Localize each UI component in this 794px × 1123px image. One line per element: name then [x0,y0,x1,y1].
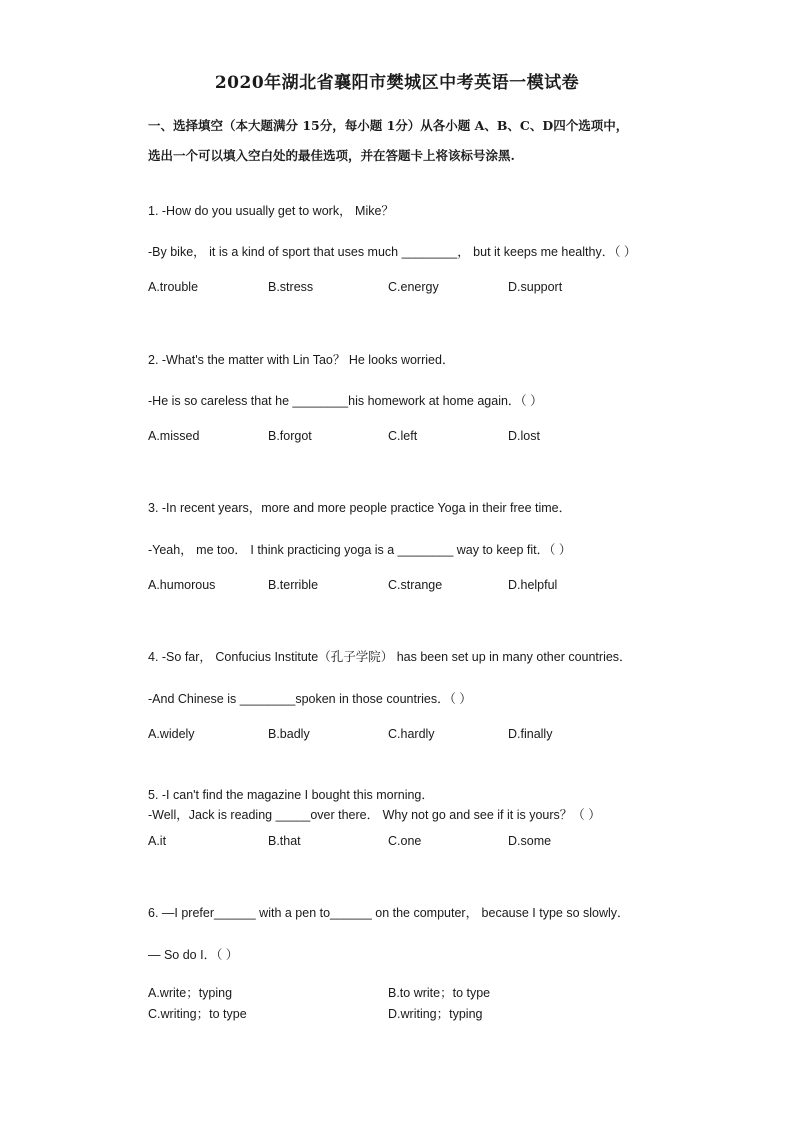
section-instruction-line-1: 一、选择填空（本大题满分 15分，每小题 1分）从各小题 A、B、C、D四个选项中， [148,118,629,133]
question-4-option-c: C.hardly [388,727,435,741]
question-5-option-a: A.it [148,834,167,848]
question-6-option-b: B.to write；to type [388,986,491,1000]
question-6-prompt: 6. —I prefer______ with a pen to______ on the computer， because I type so slowly． [148,906,630,920]
question-1-prompt: 1. -How do you usually get to work， Mike？ [148,204,394,218]
question-3-option-a: A.humorous [148,578,216,592]
question-3-option-b: B.terrible [268,578,319,592]
question-3-response: -Yeah， me too． I think practicing yoga is a ________ way to keep fit．（ ） [148,543,572,557]
question-1-option-c: C.energy [388,280,439,294]
question-6-option-c: C.writing；to type [148,1007,247,1021]
question-5-response: -Well，Jack is reading _____over there． Why not go and see if it is yours？（ ） [148,808,601,822]
question-5-option-d: D.some [508,834,552,848]
question-5-prompt: 5. -I can't find the magazine I bought this morning． [148,788,434,802]
question-1-response: -By bike， it is a kind of sport that uses much ________， but it keeps me healthy．（ ） [148,245,637,259]
question-2-response: -He is so careless that he ________his homework at home again．（ ） [148,394,543,408]
question-2-option-b: B.forgot [268,429,312,443]
section-instruction-line-2: 选出一个可以填入空白处的最佳选项，并在答题卡上将该标号涂黑. [148,148,515,163]
question-3-option-c: C.strange [388,578,443,592]
question-5-option-b: B.that [268,834,301,848]
question-2-prompt: 2. -What's the matter with Lin Tao？ He looks worried． [148,353,455,367]
question-6-option-d: D.writing；typing [388,1007,483,1021]
page-title: 2020年湖北省襄阳市樊城区中考英语一模试卷 [214,73,580,93]
question-1-option-a: A.trouble [148,280,199,294]
question-5-option-c: C.one [388,834,422,848]
question-1-option-d: D.support [508,280,563,294]
question-6-response: — So do I．（ ） [148,948,239,962]
question-4-response: -And Chinese is ________spoken in those countries．（ ） [148,692,472,706]
question-3-option-d: D.helpful [508,578,558,592]
question-2-option-c: C.left [388,429,418,443]
question-2-option-a: A.missed [148,429,200,443]
question-3-prompt: 3. -In recent years，more and more people practice Yoga in their free time． [148,501,572,515]
question-4-option-a: A.widely [148,727,195,741]
question-6-option-a: A.write；typing [148,986,233,1000]
question-4-option-d: D.finally [508,727,553,741]
question-2-option-d: D.lost [508,429,540,443]
question-4-prompt: 4. -So far， Confucius Institute（孔子学院） has been set up in many other countries． [148,650,632,664]
question-1-option-b: B.stress [268,280,314,294]
question-4-option-b: B.badly [268,727,310,741]
